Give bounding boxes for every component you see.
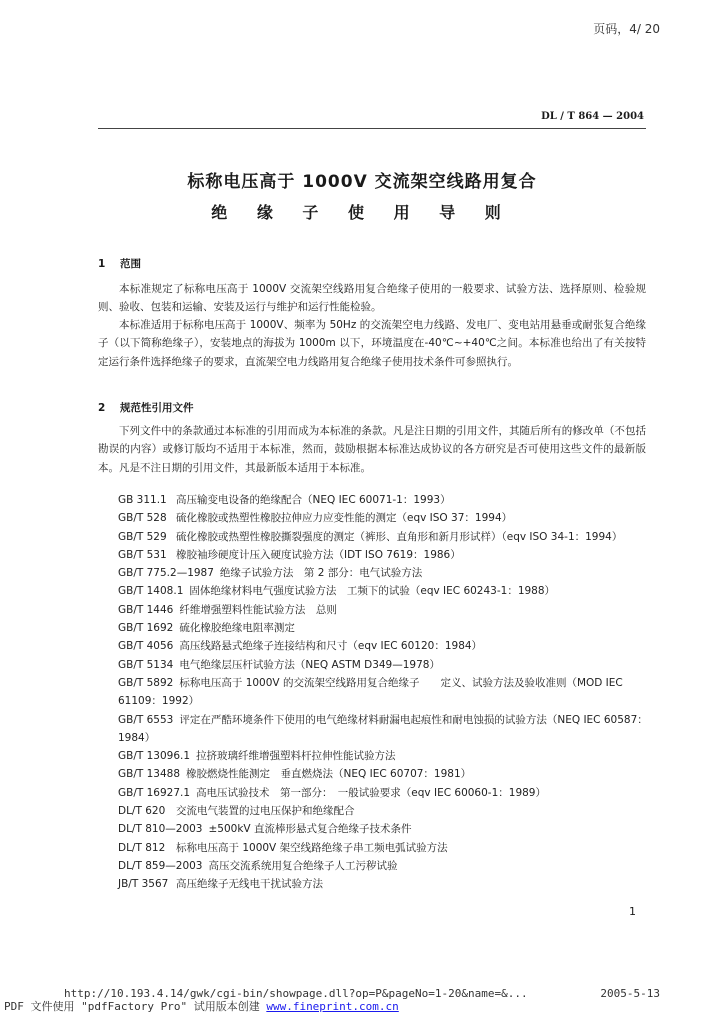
header-rule — [98, 128, 646, 129]
reference-item — [118, 802, 648, 820]
reference-item — [118, 765, 648, 783]
reference-code: GB/T 16927.1 — [118, 786, 191, 799]
reference-code: GB/T 13488 — [118, 768, 181, 781]
reference-title: 橡胶袖珍硬度计压入硬度试验方法（IDT ISO 7619：1986） — [176, 548, 461, 561]
print-date: 2005-5-13 — [600, 987, 660, 1000]
reference-code: DL/T 859—2003 — [118, 859, 203, 872]
reference-item — [118, 546, 648, 564]
standard-code: DL / T 864 — 2004 — [541, 111, 644, 122]
section-number: 2 — [98, 402, 106, 414]
reference-title: 高电压试验技术 第一部分： 一般试验要求（eqv IEC 60060-1：1989） — [196, 786, 546, 799]
reference-item — [118, 528, 648, 546]
reference-item — [118, 784, 648, 802]
reference-code: GB/T 1692 — [118, 622, 174, 635]
reference-title: 标称电压高于 1000V 架空线路绝缘子串工频电弧试验方法 — [176, 841, 448, 854]
reference-code: GB/T 5134 — [118, 658, 174, 671]
reference-title: 绝缘子试验方法 第 2 部分：电气试验方法 — [219, 567, 423, 580]
reference-title: 交流电气装置的过电压保护和绝缘配合 — [176, 805, 355, 818]
reference-item — [118, 509, 648, 527]
reference-list — [118, 491, 648, 894]
reference-item — [118, 839, 648, 857]
reference-item — [118, 857, 648, 875]
document-title-line1: 标称电压高于 1000V 交流架空线路用复合 — [187, 172, 537, 192]
reference-code: GB/T 1446 — [118, 603, 174, 616]
reference-item — [118, 564, 648, 582]
section1-paragraph-2: 本标准适用于标称电压高于 1000V、频率为 50Hz 的交流架空电力线路、发电厂、变电站用悬垂或耐张复合绝缘子（以下简称绝缘子），安装地点的海拔为 1000m 以下，环境温度在-40℃~+40℃之间。本标准也给出了有关按特定运行条件选择绝缘子的要求，直流架空电力线路用复合绝缘子使用技术条件可参照执行。 — [98, 319, 646, 368]
section1-heading — [98, 256, 141, 271]
source-url: http://10.193.4.14/gwk/cgi-bin/showpage.dll?op=P&pageNo=1-20&name=&... — [64, 987, 528, 1000]
reference-title: 橡胶燃烧性能测定 垂直燃烧法（NEQ IEC 60707：1981） — [186, 768, 472, 781]
reference-code: JB/T 3567 — [118, 878, 169, 891]
reference-title: 硫化橡胶绝缘电阻率测定 — [179, 622, 295, 635]
reference-item — [118, 582, 648, 600]
reference-title: 评定在严酷环境条件下使用的电气绝缘材料耐漏电起痕性和耐电蚀损的试验方法（NEQ IEC 60587：1984） — [118, 713, 648, 744]
document-title-line2: 绝 缘 子 使 用 导 则 — [211, 203, 513, 222]
reference-code: DL/T 810—2003 — [118, 823, 203, 836]
reference-item — [118, 637, 648, 655]
reference-item — [118, 619, 648, 637]
reference-code: GB/T 1408.1 — [118, 585, 184, 598]
reference-title: 高压输变电设备的绝缘配合（NEQ IEC 60071-1：1993） — [176, 494, 451, 506]
reference-title: 硫化橡胶或热塑性橡胶撕裂强度的测定（裤形、直角形和新月形试样）（eqv ISO 34-1：1994） — [176, 530, 623, 543]
pdf-creator-text: PDF 文件使用 "pdfFactory Pro" 试用版本创建 — [4, 1000, 260, 1013]
reference-code: GB/T 775.2—1987 — [118, 567, 214, 580]
reference-item — [118, 711, 648, 748]
reference-title: 固体绝缘材料电气强度试验方法 工频下的试验（eqv IEC 60243-1：1988） — [189, 585, 556, 598]
section1-paragraph-1: 本标准规定了标称电压高于 1000V 交流架空线路用复合绝缘子使用的一般要求、试验方法、选择原则、检验规则、验收、包装和运输、安装及运行与维护和运行性能检验。 — [98, 283, 646, 314]
reference-title: 拉挤玻璃纤维增强塑料杆拉伸性能试验方法 — [196, 750, 396, 763]
section-title: 规范性引用文件 — [120, 402, 194, 414]
pdf-creator-link[interactable]: www.fineprint.com.cn — [266, 1000, 399, 1013]
section-title: 范围 — [120, 258, 141, 270]
reference-item — [118, 674, 648, 711]
reference-code: DL/T 620 — [118, 805, 166, 818]
reference-code: GB/T 529 — [118, 530, 167, 543]
reference-item — [118, 601, 648, 619]
reference-title: 高压线路悬式绝缘子连接结构和尺寸（eqv IEC 60120：1984） — [179, 640, 483, 653]
page-indicator: 页码，4/ 20 — [593, 22, 660, 36]
pdf-creator-note — [4, 998, 399, 1014]
reference-title: 高压绝缘子无线电干扰试验方法 — [176, 878, 323, 891]
reference-code: GB/T 13096.1 — [118, 750, 191, 763]
reference-title: ±500kV 直流棒形悬式复合绝缘子技术条件 — [208, 823, 412, 836]
section2-heading — [98, 400, 194, 415]
section2-paragraph: 下列文件中的条款通过本标准的引用而成为本标准的条款。凡是注日期的引用文件，其随后所有的修改单（不包括勘误的内容）或修订版均不适用于本标准，然而，鼓励根据本标准达成协议的各方研究是否可使用这些文件的最新版本。凡是不注日期的引用文件，其最新版本适用于本标准。 — [98, 425, 646, 474]
reference-code: GB/T 528 — [118, 512, 167, 525]
reference-title: 标称电压高于 1000V 的交流架空线路用复合绝缘子 定义、试验方法及验收准则（MOD IEC 61109：1992） — [118, 676, 623, 708]
section-number: 1 — [98, 258, 106, 270]
reference-title: 纤维增强塑料性能试验方法 总则 — [179, 603, 337, 616]
page-number: 1 — [629, 905, 636, 918]
reference-title: 高压交流系统用复合绝缘子人工污秽试验 — [208, 859, 398, 872]
reference-item — [118, 875, 648, 893]
reference-code: GB/T 531 — [118, 548, 167, 561]
reference-title: 硫化橡胶或热塑性橡胶拉伸应力应变性能的测定（eqv ISO 37：1994） — [176, 512, 513, 525]
reference-code: GB 311.1 — [118, 494, 167, 506]
reference-code: GB/T 6553 — [118, 713, 174, 726]
reference-title: 电气绝缘层压杆试验方法（NEQ ASTM D349—1978） — [179, 658, 440, 671]
reference-code: GB/T 4056 — [118, 640, 174, 653]
reference-item — [118, 820, 648, 838]
reference-code: DL/T 812 — [118, 841, 166, 854]
reference-item — [118, 656, 648, 674]
reference-item — [118, 491, 648, 509]
reference-code: GB/T 5892 — [118, 676, 174, 689]
reference-item — [118, 747, 648, 765]
